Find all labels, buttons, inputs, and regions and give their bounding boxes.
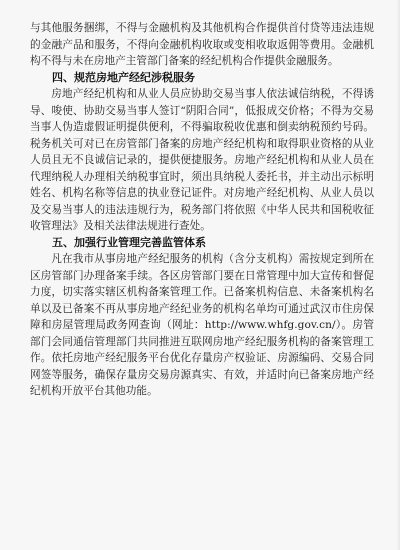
paragraph-continuation: 与其他服务捆绑，不得与金融机构及其他机构合作提供首付贷等违法违规的金融产品和服务，不得向金融机构收取或变相收取返佣等费用。金融机构不得与未在房地产主管部门备案的经纪机构合作提供金融服务。	[30, 22, 374, 67]
section-heading-supervision: 五、加强行业管理完善监管体系	[52, 235, 206, 249]
section-heading-tax-services: 四、规范房地产经纪涉税服务	[52, 70, 195, 84]
paragraph-tax-services: 房地产经纪机构和从业人员应协助交易当事人依法诚信纳税，不得诱导、唆使、协助交易当事人签订“阴阳合同”，低报成交价格；不得为交易当事人伪造虚假证明提供便利，不得骗取税收优惠和倒卖纳税预约号码。税务机关可对已在房管部门备案的房地产经纪机构和取得职业资格的从业人员且无不良诚信记录的，提供便捷服务。房地产经纪机构和从业人员在代理纳税人办理相关纳税事宜时，须出具纳税人委托书，并主动出示标明姓名、机构名称等信息的执业登记证件。对房地产经纪机构、从业人员以及交易当事人的违法违规行为，税务部门将依照《中华人民共和国税收征收管理法》及相关法律法规进行查处。	[30, 88, 374, 232]
page-edge-shadow	[396, 0, 400, 550]
document-body	[30, 20, 374, 400]
paragraph-supervision: 凡在我市从事房地产经纪服务的机构（含分支机构）需按规定到所在区房管部门办理备案手续。各区房管部门要在日常管理中加大宣传和督促力度，切实落实辖区机构备案管理工作。已备案机构信息、未备案机构名单以及已备案不再从事房地产经纪业务的机构名单均可通过武汉市住房保障和房屋管理局政务网查询（网址：http://www.whfg.gov.cn/）。房管部门会同通信管理部门共同推进互联网房地产经纪服务机构的备案管理工作。依托房地产经纪服务平台优化存量房产权验证、房源编码、交易合同网签等服务，确保存量房交易房源真实、有效，并适时向已备案房地产经纪机构开放平台其他功能。	[30, 253, 374, 397]
